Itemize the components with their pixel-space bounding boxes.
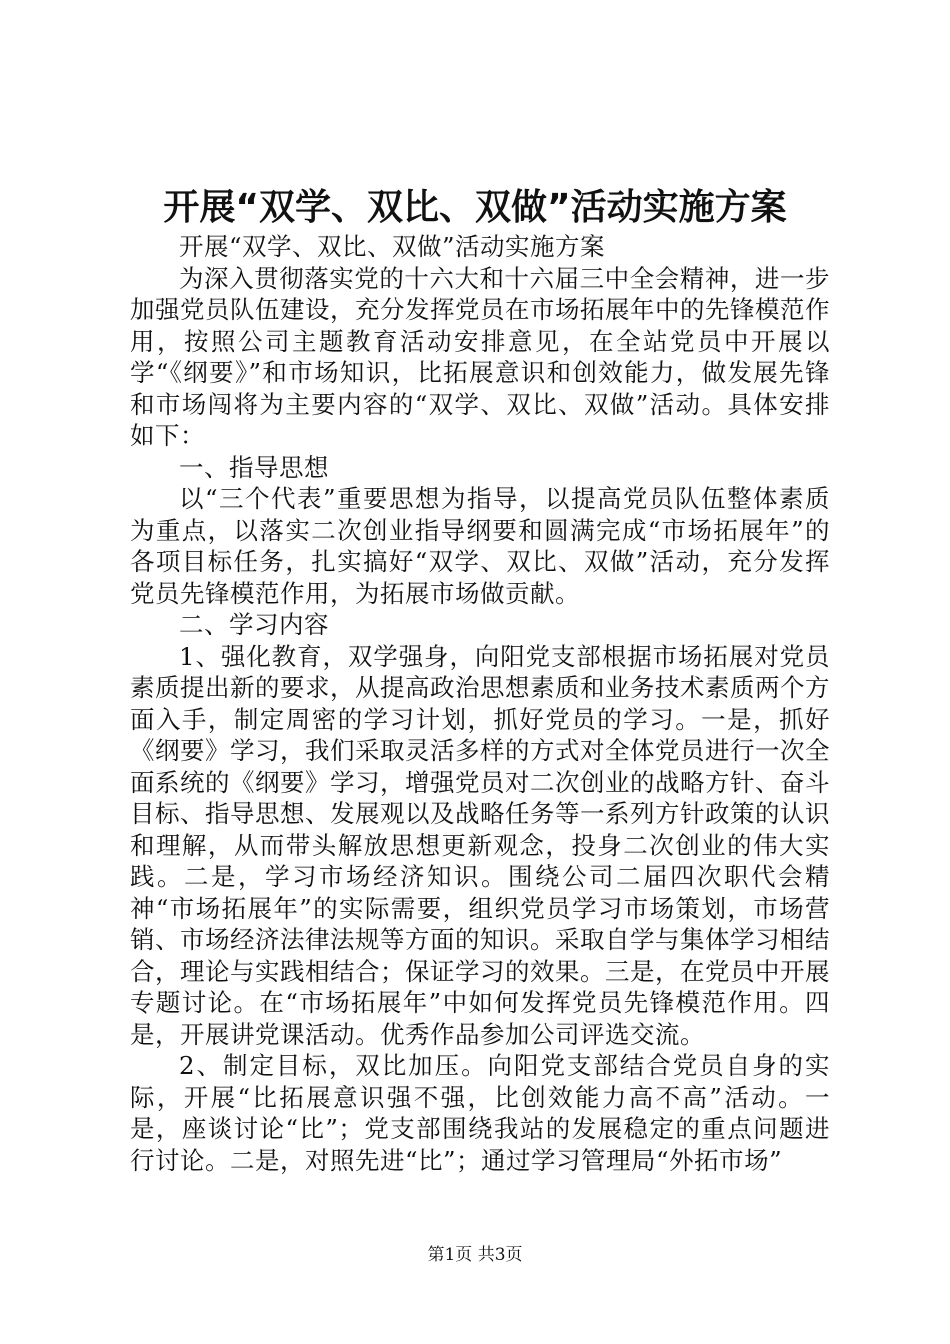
section-heading-guiding-ideology: 一、指导思想: [179, 452, 329, 482]
document-body: [130, 231, 830, 1176]
document-title: 开展“双学、双比、双做”活动实施方案: [163, 187, 787, 228]
guiding-ideology-paragraph: 以“三个代表”重要思想为指导，以提高党员队伍整体素质为重点，以落实二次创业指导纲要和圆满完成“市场拓展年”的各项目标任务，扎实搞好“双学、双比、双做”活动，充分发挥党员先锋模范作用，为拓展市场做贡献。: [130, 484, 830, 608]
subtitle-paragraph: 开展“双学、双比、双做”活动实施方案: [179, 232, 606, 261]
study-content-paragraph-1: 1、强化教育，双学强身，向阳党支部根据市场拓展对党员素质提出新的要求，从提高政治思想素质和业务技术素质两个方面入手，制定周密的学习计划，抓好党员的学习。一是，抓好《纲要》学习，我们采取灵活多样的方式对全体党员进行一次全面系统的《纲要》学习，增强党员对二次创业的战略方针、奋斗目标、指导思想、发展观以及战略任务等一系列方针政策的认识和理解，从而带头解放思想更新观念，投身二次创业的伟大实践。二是，学习市场经济知识。围绕公司二届四次职代会精神“市场拓展年”的实际需要，组织党员学习市场策划，市场营销、市场经济法律法规等方面的知识。采取自学与集体学习相结合，理论与实践相结合；保证学习的效果。三是，在党员中开展专题讨论。在“市场拓展年”中如何发挥党员先锋模范作用。四是，开展讲党课活动。优秀作品参加公司评选交流。: [130, 641, 830, 1049]
section-heading-study-content: 二、学习内容: [179, 610, 329, 639]
intro-paragraph: 为深入贯彻落实党的十六大和十六届三中全会精神，进一步加强党员队伍建设，充分发挥党员在市场拓展年中的先锋模范作用，按照公司主题教育活动安排意见，在全站党员中开展以学“《纲要》”和市场知识，比拓展意识和创效能力，做发展先锋和市场闯将为主要内容的“双学、双比、双做”活动。具体安排如下：: [130, 263, 830, 450]
page-number-footer: 第1页 共3页: [427, 1245, 523, 1265]
study-content-paragraph-2: 2、制定目标，双比加压。向阳党支部结合党员自身的实际，开展“比拓展意识强不强，比创效能力高不高”活动。一是，座谈讨论“比”；党支部围绕我站的发展稳定的重点问题进行讨论。二是，对照先进“比”；通过学习管理局“外拓市场”: [130, 1051, 830, 1175]
